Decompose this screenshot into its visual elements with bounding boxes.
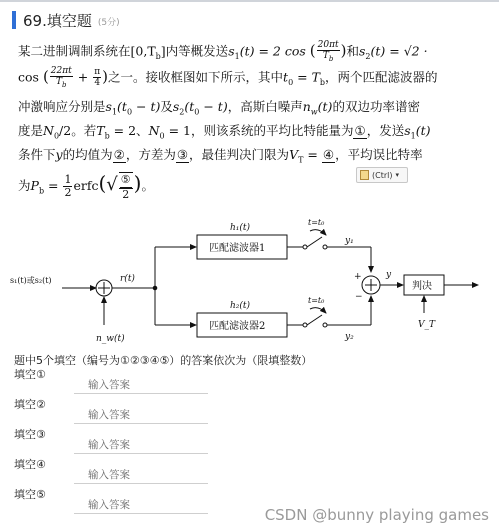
blank-row-5 (14, 486, 264, 516)
stem-math: P (30, 178, 39, 193)
blank-marker-2: ② (113, 147, 125, 162)
stem-math: − t) (199, 99, 228, 114)
stem-sub: b (155, 51, 161, 61)
stem-text: = (44, 178, 63, 193)
stem-sub: 1 (234, 51, 240, 61)
accent-bar (12, 11, 16, 29)
chevron-down-icon: ▾ (395, 171, 399, 179)
stem-text: 的均值为 (62, 147, 113, 162)
stem-math: s (404, 123, 411, 138)
answer-input-4[interactable] (74, 467, 208, 484)
sampler-switch-2 (307, 315, 322, 325)
stem-sub: 2 (179, 107, 185, 117)
matched-filter-2-label: 匹配滤波器2 (209, 321, 266, 332)
blank-row-1 (14, 366, 264, 396)
stem-text: [0,T (130, 43, 156, 59)
stem-text: ，发送 (366, 123, 405, 138)
stem-sub: 0 (159, 131, 165, 141)
stem-sub: 1 (111, 107, 118, 117)
blank-row-2 (14, 396, 264, 426)
paste-options-button[interactable] (356, 167, 408, 183)
matched-filter-1-label: 匹配滤波器1 (209, 243, 266, 254)
stem-math: s (228, 43, 235, 59)
fraction-1 (317, 40, 340, 64)
blanks-instruction: 题中5个填空（编号为①②③④⑤）的答案依次为（限填整数） (14, 354, 313, 367)
frac-den: 4 (94, 78, 101, 89)
decision-label: 判决 (412, 281, 432, 292)
y-label: y (386, 270, 392, 280)
stem-text: 及 (160, 99, 173, 114)
fraction-3 (93, 67, 101, 88)
stem-line-3 (18, 96, 420, 123)
stem-math: (t (184, 99, 195, 114)
stem-math: y (55, 147, 63, 162)
stem-sub: b (38, 186, 45, 196)
blank-marker-5: ⑤ (120, 173, 131, 186)
h1-label: h₁(t) (230, 223, 251, 233)
stem-math: (t) (415, 123, 431, 138)
frac-den-sub: b (328, 54, 334, 63)
frac-num: π (94, 67, 101, 78)
answer-input-5[interactable] (74, 497, 208, 514)
sample-time-2-label: t=t₀ (308, 296, 325, 305)
stem-sub: 0 (194, 107, 200, 117)
stem-math: = T (293, 69, 320, 85)
stem-math: V (289, 147, 299, 162)
stem-line-2: cos ( $\frac{22\pi t}{T_b}$ + $\frac{\pi}{4}$ )之一。接收框图如下所示，其中$t_0 = T_b$，两个匹配滤波器的 (18, 66, 438, 89)
stem-text: 条件下 (18, 147, 56, 162)
frac-num: 22πt (50, 66, 72, 76)
stem-sub: 0 (126, 107, 133, 117)
stem-math: erfc (73, 178, 99, 193)
paste-button-label: (Ctrl) (372, 170, 393, 180)
stem-text: ，两个匹配滤波器的 (325, 69, 438, 85)
frac-den-sub: b (62, 80, 67, 89)
stem-text: = 1，则该系统的平均比特能量为 (164, 123, 354, 138)
stem-math: + (77, 69, 89, 85)
stem-text: = (303, 147, 322, 162)
stem-text: 内等概发送 (165, 43, 229, 59)
receiver-block-diagram (0, 205, 499, 350)
stem-math: s (358, 43, 366, 59)
watermark: CSDN @bunny playing games (264, 506, 489, 524)
stem-text: ] (160, 43, 166, 59)
blank-label-5: 填空⑤ (14, 488, 46, 501)
vt-label: V_T (418, 320, 436, 330)
fraction-2 (50, 66, 73, 90)
stem-line-1: 某二进制调制系统在$[0,T_b]$内等概发送$s_1(t) = 2$ cos ( $\frac{20\pi t}{T_b}$ )和$s_2(t) = √2$ · (18, 40, 428, 63)
answer-input-3[interactable] (74, 437, 208, 454)
stem-sub: 0 (288, 77, 294, 87)
stem-text: 某二进制调制系统在 (18, 43, 131, 59)
minus-sign: − (355, 292, 363, 302)
input-signal-label: s₁(t)或s₂(t) (10, 276, 52, 285)
stem-text: = 2、 (109, 123, 149, 138)
stem-text: 冲激响应分别是 (18, 99, 106, 114)
stem-math: N (43, 123, 54, 138)
blank-label-2: 填空② (14, 398, 46, 411)
fraction-sqrt (119, 172, 133, 201)
blank-marker-4: ④ (322, 147, 335, 162)
frac-den: 2 (122, 188, 130, 201)
y2-label: y₂ (345, 332, 354, 342)
stem-math: (t) (317, 99, 333, 114)
question-title: 69.填空题 (23, 11, 92, 30)
stem-math: cos (18, 69, 39, 85)
stem-text: ，方差为 (125, 147, 176, 162)
frac-den: T (56, 77, 63, 87)
stem-text: 度是 (18, 123, 44, 138)
stem-sub: 0 (53, 131, 60, 141)
stem-text: ，最佳判决门限为 (189, 147, 290, 162)
plus-sign: + (354, 272, 362, 282)
stem-text: 为 (18, 178, 31, 193)
stem-sub: b (319, 77, 326, 87)
stem-math: s (172, 99, 180, 114)
blank-row-3 (14, 426, 264, 456)
stem-text: 之一。接收框图如下所示，其中 (108, 69, 284, 85)
stem-sub: 1 (410, 131, 416, 141)
top-divider (0, 0, 499, 2)
stem-math: − t) (132, 99, 161, 114)
blank-label-3: 填空③ (14, 428, 46, 441)
stem-math: (t) = √2 · (370, 43, 428, 59)
frac-num: 1 (64, 173, 72, 186)
frac-den: 2 (64, 186, 72, 199)
stem-text: 。 (141, 178, 154, 193)
stem-math: n (302, 99, 311, 114)
stem-sub: 2 (365, 51, 371, 61)
sample-time-1-label: t=t₀ (308, 218, 325, 227)
h2-label: h₂(t) (230, 301, 251, 311)
stem-math: s (105, 99, 112, 114)
blank-row-4 (14, 456, 264, 486)
stem-text: ，高斯白噪声 (227, 99, 303, 114)
frac-den: T (322, 51, 329, 61)
answer-input-2[interactable] (74, 407, 208, 424)
stem-math: N (148, 123, 160, 138)
stem-math: (t) = 2 cos (239, 43, 306, 59)
stem-math: t (283, 69, 289, 85)
blank-label-4: 填空④ (14, 458, 46, 471)
r-label: r(t) (120, 274, 135, 284)
question-header (12, 8, 120, 32)
stem-sub: w (310, 107, 318, 117)
stem-text: ，平均误比特率 (335, 147, 423, 162)
y1-label: y₁ (345, 236, 354, 246)
sampler-switch-1 (307, 237, 322, 247)
stem-text: 和 (346, 43, 359, 59)
answer-input-1[interactable] (74, 377, 208, 394)
fraction-half (63, 174, 72, 199)
stem-text: /2。若 (59, 123, 97, 138)
blank-marker-3: ③ (176, 147, 189, 162)
stem-sub: T (298, 155, 304, 165)
frac-num: 20πt (317, 40, 339, 50)
stem-line-6: 为$P_b$ = $\frac{1}{2}$ erfc(√ $\frac{\text{⑤}}{2}$ )。 (18, 171, 154, 201)
blank-marker-1: ① (354, 123, 366, 138)
stem-sub: b (104, 131, 110, 141)
stem-text: 的双边功率谱密 (332, 99, 420, 114)
noise-label: n_w(t) (96, 334, 125, 344)
question-score: (5分) (97, 18, 120, 28)
stem-math: T (96, 123, 105, 138)
clipboard-icon (360, 170, 369, 180)
blank-label-1: 填空① (14, 368, 46, 381)
stem-math: (t (117, 99, 127, 114)
stem-line-4 (18, 120, 431, 147)
